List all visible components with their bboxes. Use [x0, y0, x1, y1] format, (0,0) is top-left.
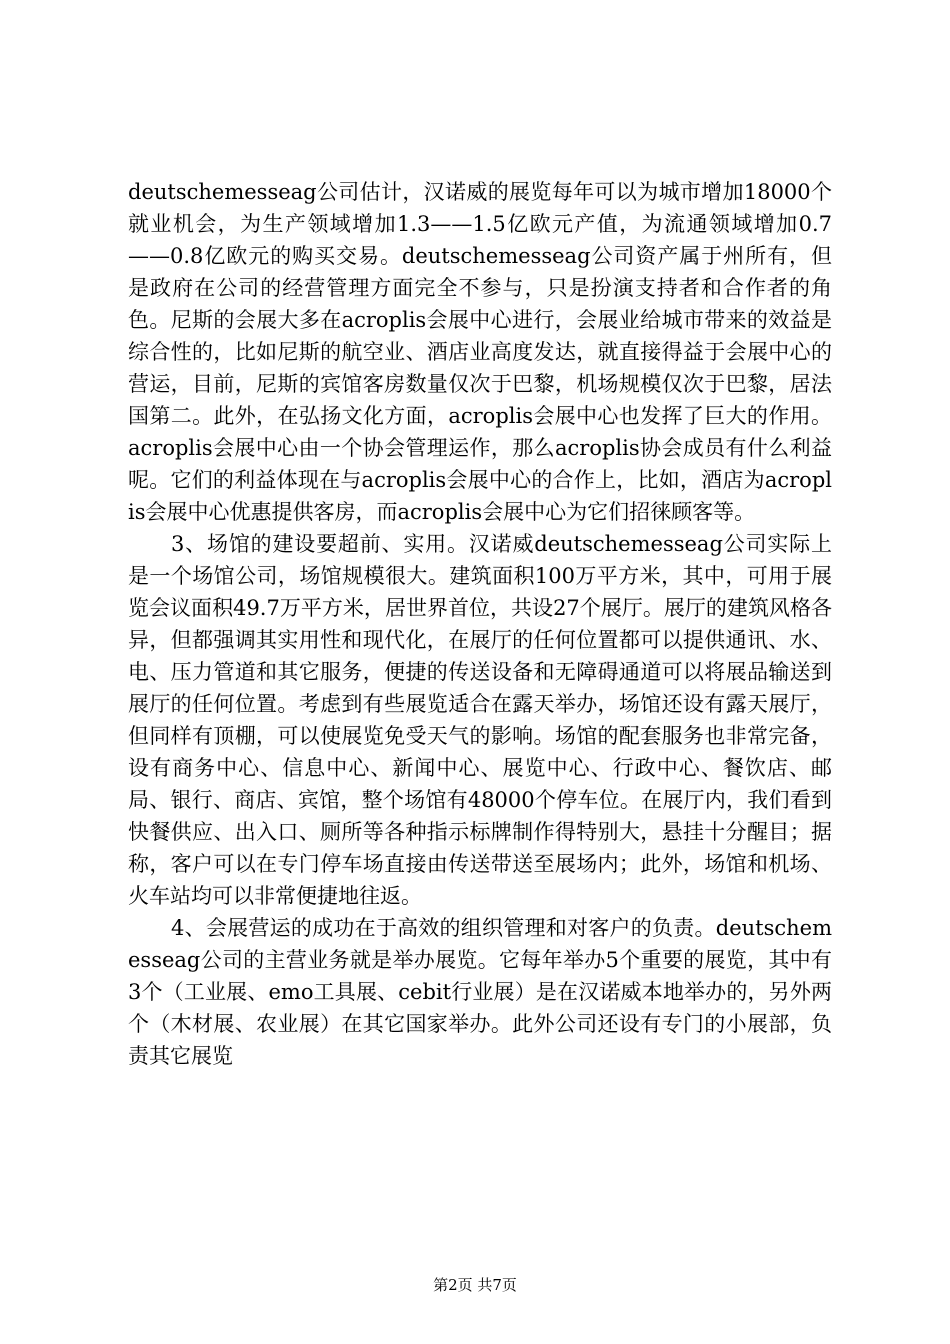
paragraph-venue-construction: 3、场馆的建设要超前、实用。汉诺威deutschemesseag公司实际上是一个场馆公司，场馆规模很大。建筑面积100万平方米，其中，可用于展览会议面积49.7万平方米，居世界首位，共设27个展厅。展厅的建筑风格各异，但都强调其实用性和现代化，在展厅的任何位置都可以提供通讯、水、电、压力管道和其它服务，便捷的传送设备和无障碍通道可以将展品输送到展厅的任何位置。考虑到有些展览适合在露天举办，场馆还设有露天展厅，但同样有顶棚，可以使展览免受天气的影响。场馆的配套服务也非常完备，设有商务中心、信息中心、新闻中心、展览中心、行政中心、餐饮店、邮局、银行、商店、宾馆，整个场馆有48000个停车位。在展厅内，我们看到快餐供应、出入口、厕所等各种指示标牌制作得特别大，悬挂十分醒目；据称，客户可以在专门停车场直接由传送带送至展场内；此外，场馆和机场、火车站均可以非常便捷地往返。: [128, 532, 832, 908]
document-body: [128, 176, 832, 1072]
page-number-footer: 第2页 共7页: [433, 1276, 517, 1294]
paragraph-deutschemesseag-intro: deutschemesseag公司估计，汉诺威的展览每年可以为城市增加18000个就业机会，为生产领域增加1.3——1.5亿欧元产值，为流通领域增加0.7——0.8亿欧元的购买交易。deutschemesseag公司资产属于州所有，但是政府在公司的经营管理方面完全不参与，只是扮演支持者和合作者的角色。尼斯的会展大多在acroplis会展中心进行，会展业给城市带来的效益是综合性的，比如尼斯的航空业、酒店业高度发达，就直接得益于会展中心的营运，目前，尼斯的宾馆客房数量仅次于巴黎，机场规模仅次于巴黎，居法国第二。此外，在弘扬文化方面，acroplis会展中心也发挥了巨大的作用。acroplis会展中心由一个协会管理运作，那么acroplis协会成员有什么利益呢。它们的利益体现在与acroplis会展中心的合作上，比如，酒店为acroplis会展中心优惠提供客房，而acroplis会展中心为它们招徕顾客等。: [128, 180, 832, 524]
paragraph-operation-management: 4、会展营运的成功在于高效的组织管理和对客户的负责。deutschemesseag公司的主营业务就是举办展览。它每年举办5个重要的展览，其中有3个（工业展、emo工具展、cebit行业展）是在汉诺威本地举办的，另外两个（木材展、农业展）在其它国家举办。此外公司还设有专门的小展部，负责其它展览: [128, 916, 832, 1068]
